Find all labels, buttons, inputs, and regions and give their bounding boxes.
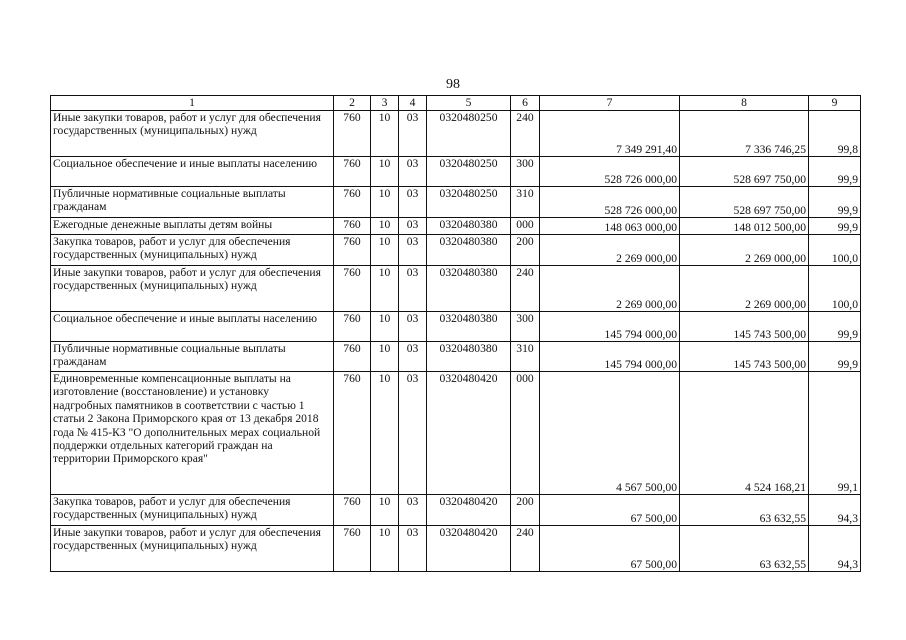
row-percent: 99,9 xyxy=(809,187,861,218)
row-ved: 760 xyxy=(334,218,371,235)
row-section: 10 xyxy=(371,235,399,266)
row-percent: 94,3 xyxy=(809,526,861,572)
row-executed-amount: 148 012 500,00 xyxy=(680,218,809,235)
row-percent: 99,9 xyxy=(809,342,861,372)
table-row xyxy=(51,111,861,157)
row-section: 10 xyxy=(371,157,399,187)
row-percent: 99,9 xyxy=(809,312,861,342)
row-executed-amount: 7 336 746,25 xyxy=(680,111,809,157)
row-subsection: 03 xyxy=(399,312,427,342)
row-target-article: 0320480380 xyxy=(427,218,511,235)
row-planned-amount: 148 063 000,00 xyxy=(540,218,680,235)
row-executed-amount: 528 697 750,00 xyxy=(680,187,809,218)
row-expense-type: 000 xyxy=(511,218,540,235)
row-target-article: 0320480380 xyxy=(427,266,511,312)
row-section: 10 xyxy=(371,266,399,312)
row-subsection: 03 xyxy=(399,495,427,526)
row-subsection: 03 xyxy=(399,235,427,266)
row-ved: 760 xyxy=(334,342,371,372)
row-executed-amount: 145 743 500,00 xyxy=(680,312,809,342)
row-subsection: 03 xyxy=(399,342,427,372)
row-expense-type: 310 xyxy=(511,342,540,372)
row-name: Единовременные компенсационные выплаты на изготовление (восстановление) и установку надгробных памятников в соответствии с частью 1 статьи 2 Закона Приморского края от 13 декабря 2018 года № 415-КЗ "О дополнительных мерах социальной поддержки отдельных категорий граждан на территории Приморского края" xyxy=(51,372,334,495)
column-header-8: 8 xyxy=(680,96,809,111)
row-expense-type: 300 xyxy=(511,312,540,342)
row-name: Социальное обеспечение и иные выплаты населению xyxy=(51,157,334,187)
table-row xyxy=(51,235,861,266)
row-ved: 760 xyxy=(334,526,371,572)
row-expense-type: 200 xyxy=(511,235,540,266)
row-name: Закупка товаров, работ и услуг для обеспечения государственных (муниципальных) нужд xyxy=(51,495,334,526)
row-subsection: 03 xyxy=(399,266,427,312)
row-subsection: 03 xyxy=(399,372,427,495)
row-subsection: 03 xyxy=(399,157,427,187)
row-target-article: 0320480420 xyxy=(427,372,511,495)
row-name: Ежегодные денежные выплаты детям войны xyxy=(51,218,334,235)
row-planned-amount: 528 726 000,00 xyxy=(540,187,680,218)
row-executed-amount: 145 743 500,00 xyxy=(680,342,809,372)
column-header-9: 9 xyxy=(809,96,861,111)
row-planned-amount: 67 500,00 xyxy=(540,495,680,526)
row-expense-type: 240 xyxy=(511,266,540,312)
row-section: 10 xyxy=(371,342,399,372)
row-name: Иные закупки товаров, работ и услуг для обеспечения государственных (муниципальных) нужд xyxy=(51,266,334,312)
table-row xyxy=(51,266,861,312)
row-name: Закупка товаров, работ и услуг для обеспечения государственных (муниципальных) нужд xyxy=(51,235,334,266)
column-header-3: 3 xyxy=(371,96,399,111)
row-section: 10 xyxy=(371,218,399,235)
row-expense-type: 240 xyxy=(511,111,540,157)
row-percent: 94,3 xyxy=(809,495,861,526)
row-percent: 99,8 xyxy=(809,111,861,157)
row-subsection: 03 xyxy=(399,111,427,157)
row-planned-amount: 4 567 500,00 xyxy=(540,372,680,495)
column-header-7: 7 xyxy=(540,96,680,111)
column-header-6: 6 xyxy=(511,96,540,111)
row-ved: 760 xyxy=(334,157,371,187)
table-row xyxy=(51,218,861,235)
row-ved: 760 xyxy=(334,111,371,157)
row-section: 10 xyxy=(371,526,399,572)
page-number: 98 xyxy=(446,77,460,92)
row-ved: 760 xyxy=(334,312,371,342)
row-percent: 100,0 xyxy=(809,266,861,312)
row-name: Иные закупки товаров, работ и услуг для обеспечения государственных (муниципальных) нужд xyxy=(51,111,334,157)
row-planned-amount: 7 349 291,40 xyxy=(540,111,680,157)
row-executed-amount: 63 632,55 xyxy=(680,495,809,526)
row-expense-type: 000 xyxy=(511,372,540,495)
row-ved: 760 xyxy=(334,235,371,266)
row-ved: 760 xyxy=(334,266,371,312)
row-ved: 760 xyxy=(334,495,371,526)
row-expense-type: 200 xyxy=(511,495,540,526)
row-executed-amount: 4 524 168,21 xyxy=(680,372,809,495)
row-target-article: 0320480380 xyxy=(427,342,511,372)
table-row xyxy=(51,187,861,218)
row-ved: 760 xyxy=(334,187,371,218)
row-expense-type: 300 xyxy=(511,157,540,187)
row-target-article: 0320480250 xyxy=(427,157,511,187)
budget-table xyxy=(50,95,861,572)
row-executed-amount: 63 632,55 xyxy=(680,526,809,572)
row-name: Социальное обеспечение и иные выплаты населению xyxy=(51,312,334,342)
row-target-article: 0320480420 xyxy=(427,526,511,572)
row-target-article: 0320480250 xyxy=(427,111,511,157)
row-percent: 100,0 xyxy=(809,235,861,266)
table-row xyxy=(51,495,861,526)
row-ved: 760 xyxy=(334,372,371,495)
row-percent: 99,1 xyxy=(809,372,861,495)
row-name: Иные закупки товаров, работ и услуг для обеспечения государственных (муниципальных) нужд xyxy=(51,526,334,572)
table-row xyxy=(51,312,861,342)
row-section: 10 xyxy=(371,187,399,218)
row-planned-amount: 2 269 000,00 xyxy=(540,266,680,312)
row-section: 10 xyxy=(371,111,399,157)
row-section: 10 xyxy=(371,372,399,495)
row-planned-amount: 67 500,00 xyxy=(540,526,680,572)
row-target-article: 0320480380 xyxy=(427,235,511,266)
column-header-2: 2 xyxy=(334,96,371,111)
row-target-article: 0320480420 xyxy=(427,495,511,526)
row-percent: 99,9 xyxy=(809,218,861,235)
row-subsection: 03 xyxy=(399,218,427,235)
row-planned-amount: 145 794 000,00 xyxy=(540,342,680,372)
table-row xyxy=(51,372,861,495)
row-section: 10 xyxy=(371,312,399,342)
row-name: Публичные нормативные социальные выплаты гражданам xyxy=(51,342,334,372)
row-subsection: 03 xyxy=(399,187,427,218)
row-executed-amount: 2 269 000,00 xyxy=(680,266,809,312)
row-section: 10 xyxy=(371,495,399,526)
table-header-row xyxy=(51,96,861,111)
row-executed-amount: 528 697 750,00 xyxy=(680,157,809,187)
row-executed-amount: 2 269 000,00 xyxy=(680,235,809,266)
column-header-1: 1 xyxy=(51,96,334,111)
row-planned-amount: 145 794 000,00 xyxy=(540,312,680,342)
table-row xyxy=(51,157,861,187)
table-row xyxy=(51,342,861,372)
row-target-article: 0320480250 xyxy=(427,187,511,218)
row-percent: 99,9 xyxy=(809,157,861,187)
table-row xyxy=(51,526,861,572)
row-planned-amount: 2 269 000,00 xyxy=(540,235,680,266)
row-expense-type: 240 xyxy=(511,526,540,572)
column-header-4: 4 xyxy=(399,96,427,111)
row-planned-amount: 528 726 000,00 xyxy=(540,157,680,187)
row-target-article: 0320480380 xyxy=(427,312,511,342)
row-subsection: 03 xyxy=(399,526,427,572)
column-header-5: 5 xyxy=(427,96,511,111)
row-name: Публичные нормативные социальные выплаты гражданам xyxy=(51,187,334,218)
row-expense-type: 310 xyxy=(511,187,540,218)
